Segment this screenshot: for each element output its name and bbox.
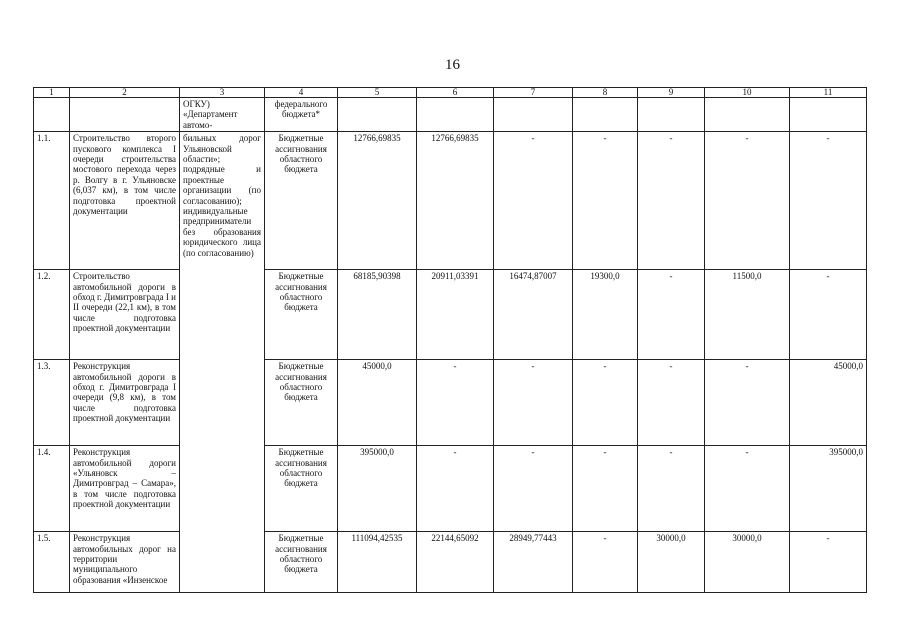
value-cell: - [638,360,705,446]
column-number: 6 [417,88,494,98]
value-cell: - [417,446,494,532]
table-row [34,532,867,593]
funding-source: Бюджетные ассигнования областного бюджета [265,532,338,593]
column-number: 8 [573,88,638,98]
value-cell: - [573,532,638,593]
value-cell: - [638,132,705,270]
column-number-row [34,88,867,98]
row-number: 1.4. [34,446,70,532]
value-cell: - [790,132,867,270]
row-number: 1.2. [34,270,70,360]
column-number: 1 [34,88,70,98]
value-cell: 111094,42535 [338,532,417,593]
value-cell: 395000,0 [790,446,867,532]
value-cell: - [705,132,790,270]
column-number: 4 [265,88,338,98]
value-cell: - [573,132,638,270]
value-cell: 68185,90398 [338,270,417,360]
measure-name: Реконструкция автомобильной дороги «Ульяновск – Димитровград – Самара», в том числе подготовка проектной документации [70,446,180,532]
funding-source: Бюджетные ассигнования областного бюджета [265,360,338,446]
funding-source: Бюджетные ассигнования областного бюджета [265,270,338,360]
column-number: 2 [70,88,180,98]
value-cell: 11500,0 [705,270,790,360]
value-cell: - [790,532,867,593]
column-number: 7 [494,88,573,98]
value-cell: 30000,0 [638,532,705,593]
value-cell: - [705,446,790,532]
value-cell: - [790,270,867,360]
funding-source: Бюджетные ассигнования областного бюджета [265,132,338,270]
funding-source: Бюджетные ассигнования областного бюджета [265,446,338,532]
value-cell: 30000,0 [705,532,790,593]
value-cell: 45000,0 [790,360,867,446]
value-cell: 20911,03391 [417,270,494,360]
value-cell: 395000,0 [338,446,417,532]
measure-name: Строительство второго пускового комплекса I очереди строительства мостового перехода через р. Волгу в г. Ульяновске (6,037 км), в том числе подготовка проектной документации [70,132,180,270]
measure-name: Реконструкция автомобильной дороги в обход г. Димитровграда I очереди (9,8 км), в том числе подготовка проектной документации [70,360,180,446]
value-cell: - [573,446,638,532]
executor-cell: бильных дорог Ульяновской области»; подрядные и проектные организации (по согласованию); индивидуальные предприниматели без образования юридического лица (по согласованию) [180,132,265,593]
column-number: 3 [180,88,265,98]
value-cell: 16474,87007 [494,270,573,360]
value-cell: - [638,270,705,360]
column-number: 9 [638,88,705,98]
value-cell: 45000,0 [338,360,417,446]
executor-continuation: ОГКУ) «Департамент автомо- [180,98,265,132]
value-cell: - [573,360,638,446]
value-cell: - [638,446,705,532]
value-cell: 28949,77443 [494,532,573,593]
value-cell: - [494,360,573,446]
value-cell: 22144,65092 [417,532,494,593]
value-cell: 19300,0 [573,270,638,360]
value-cell: - [705,360,790,446]
value-cell: 12766,69835 [338,132,417,270]
column-number: 5 [338,88,417,98]
page-number: 16 [445,57,460,73]
value-cell: 12766,69835 [417,132,494,270]
row-number: 1.5. [34,532,70,593]
row-number: 1.3. [34,360,70,446]
source-continuation: федерального бюджета* [265,98,338,132]
budget-table [33,87,867,593]
row-number: 1.1. [34,132,70,270]
table-row [34,360,867,446]
measure-name: Строительство автомобильной дороги в обход г. Димитровграда I и II очереди (22,1 км), в том числе подготовка проектной документации [70,270,180,360]
value-cell: - [494,132,573,270]
table-row [34,132,867,270]
value-cell: - [494,446,573,532]
continuation-row [34,98,867,132]
column-number: 11 [790,88,867,98]
measure-name: Реконструкция автомобильных дорог на территории муниципального образования «Инзенское [70,532,180,593]
table-row [34,270,867,360]
column-number: 10 [705,88,790,98]
value-cell: - [417,360,494,446]
table-row [34,446,867,532]
